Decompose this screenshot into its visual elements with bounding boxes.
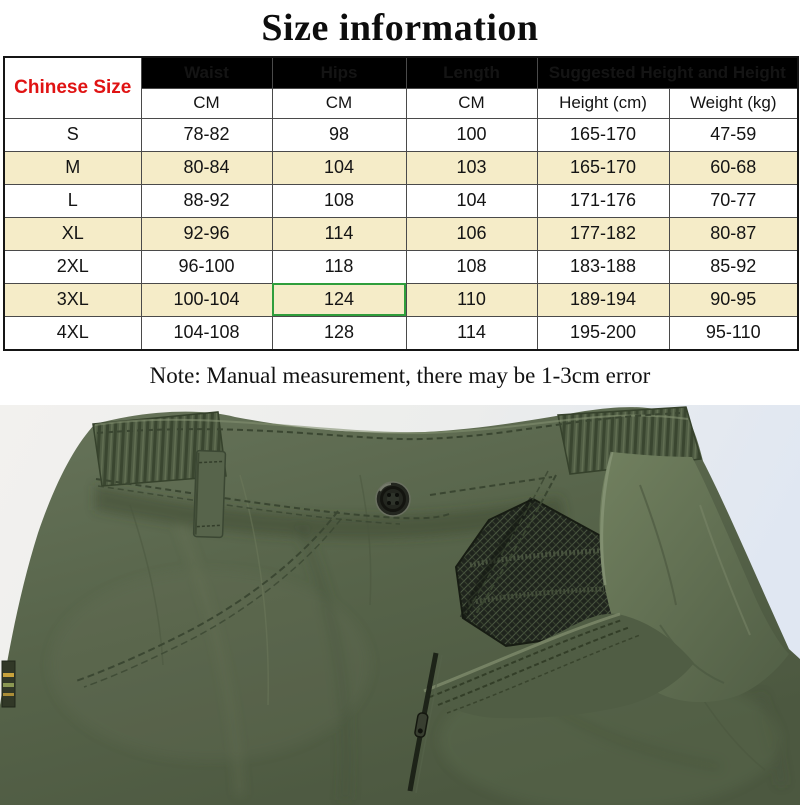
weight-cell: 90-95 (669, 283, 798, 316)
height-cell: 177-182 (537, 217, 669, 250)
length-cell: 103 (406, 151, 537, 184)
chinese-size-header: Chinese Size (4, 57, 141, 118)
hips-cell: 108 (272, 184, 406, 217)
length-cell: 108 (406, 250, 537, 283)
length-cell: 110 (406, 283, 537, 316)
weight-cell: 85-92 (669, 250, 798, 283)
height-cell: 171-176 (537, 184, 669, 217)
table-row (4, 184, 798, 217)
pants-photo-svg (0, 405, 800, 805)
waist-cell: 92-96 (141, 217, 272, 250)
page-title: Size information (261, 7, 539, 49)
note-text: Note: Manual measurement, there may be 1-3cm error (149, 362, 651, 388)
table-row (4, 118, 798, 151)
waist-header: Waist (141, 57, 272, 88)
length-cell: 104 (406, 184, 537, 217)
hips-cell: 114 (272, 217, 406, 250)
size-table-header (4, 57, 798, 118)
table-row (4, 316, 798, 350)
table-row (4, 151, 798, 184)
height-cell: 165-170 (537, 151, 669, 184)
height-cell: 195-200 (537, 316, 669, 350)
size-label-cell: L (4, 184, 141, 217)
table-row (4, 217, 798, 250)
suggested-height-header: Suggested Height and Height (537, 57, 798, 88)
weight-cell: 80-87 (669, 217, 798, 250)
waist-cell: 104-108 (141, 316, 272, 350)
weight-cell: 95-110 (669, 316, 798, 350)
size-label-cell: 2XL (4, 250, 141, 283)
brand-tag (2, 661, 15, 707)
belt-loop (194, 451, 226, 538)
hips-header: Hips (272, 57, 406, 88)
length-cell: 100 (406, 118, 537, 151)
waist-cell: 96-100 (141, 250, 272, 283)
size-table-body (4, 118, 798, 350)
product-photo (0, 405, 800, 805)
hips-unit: CM (272, 88, 406, 118)
length-header: Length (406, 57, 537, 88)
waist-cell: 100-104 (141, 283, 272, 316)
hips-cell: 98 (272, 118, 406, 151)
size-label-cell: 3XL (4, 283, 141, 316)
hips-cell: 128 (272, 316, 406, 350)
length-unit: CM (406, 88, 537, 118)
length-cell: 114 (406, 316, 537, 350)
pants-button (376, 482, 410, 516)
waist-cell: 80-84 (141, 151, 272, 184)
weight-unit: Weight (kg) (669, 88, 798, 118)
size-label-cell: S (4, 118, 141, 151)
weight-cell: 70-77 (669, 184, 798, 217)
size-label-cell: XL (4, 217, 141, 250)
hips-cell: 118 (272, 250, 406, 283)
hips-cell: 124 (272, 283, 406, 316)
waist-unit: CM (141, 88, 272, 118)
table-row (4, 283, 798, 316)
size-label-cell: M (4, 151, 141, 184)
weight-cell: 47-59 (669, 118, 798, 151)
height-cell: 183-188 (537, 250, 669, 283)
height-cell: 165-170 (537, 118, 669, 151)
table-row (4, 250, 798, 283)
size-label-cell: 4XL (4, 316, 141, 350)
weight-cell: 60-68 (669, 151, 798, 184)
size-table (3, 56, 799, 351)
waist-cell: 78-82 (141, 118, 272, 151)
height-cell: 189-194 (537, 283, 669, 316)
waist-cell: 88-92 (141, 184, 272, 217)
height-unit: Height (cm) (537, 88, 669, 118)
length-cell: 106 (406, 217, 537, 250)
hips-cell: 104 (272, 151, 406, 184)
